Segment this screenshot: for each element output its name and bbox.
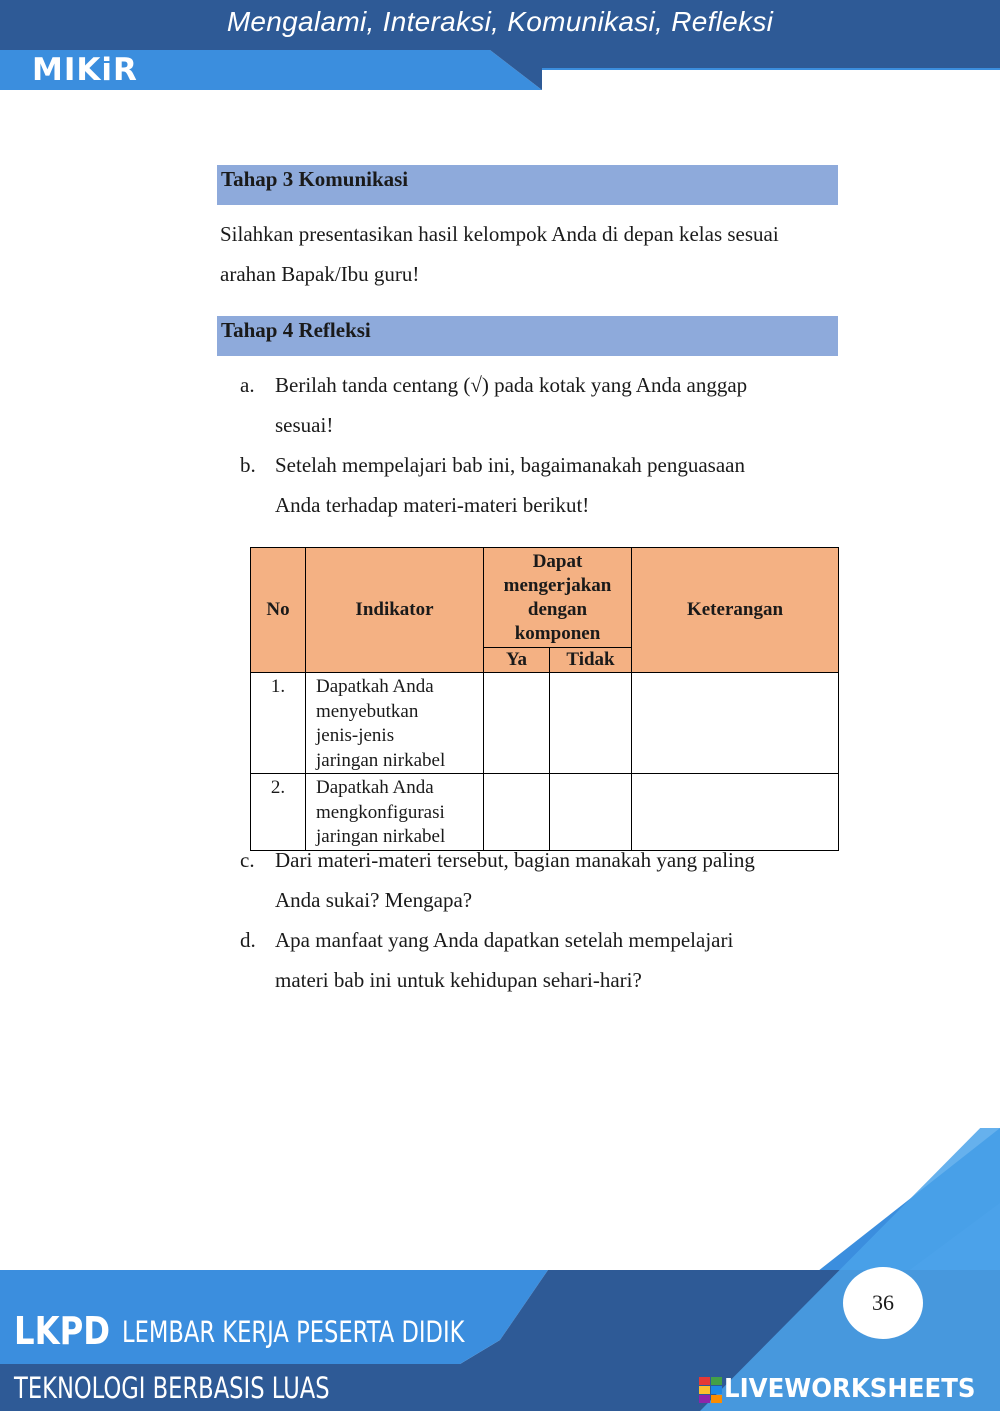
header-dapat bbox=[484, 548, 632, 648]
tahap3-line: arahan Bapak/Ibu guru! bbox=[220, 262, 420, 286]
footer-decoration bbox=[0, 1128, 1000, 1411]
reflection-table bbox=[250, 547, 839, 851]
section-heading-tahap4: Tahap 4 Refleksi bbox=[221, 318, 371, 342]
list-marker: b. bbox=[240, 453, 256, 477]
section-bar-tahap3 bbox=[217, 165, 838, 205]
header-brand-band bbox=[0, 50, 1000, 90]
header-no: No bbox=[251, 548, 306, 673]
header-dapat-line: komponen bbox=[514, 622, 601, 644]
keterangan-cell[interactable] bbox=[632, 774, 839, 851]
header-tidak: Tidak bbox=[550, 648, 632, 673]
list-marker: a. bbox=[240, 373, 255, 397]
indikator-line: jaringan nirkabel bbox=[316, 826, 446, 847]
header-dapat-line: Dapat bbox=[532, 550, 583, 572]
page-number: 36 bbox=[872, 1290, 894, 1315]
header-dapat-line: dengan bbox=[527, 598, 588, 620]
footer-subtitle: LEMBAR KERJA PESERTA DIDIK bbox=[122, 1315, 465, 1349]
cell-no: 2. bbox=[251, 774, 306, 851]
indikator-line: menyebutkan bbox=[316, 700, 419, 722]
list-marker: d. bbox=[240, 928, 256, 952]
keterangan-cell[interactable] bbox=[632, 673, 839, 774]
tahap3-line: Silahkan presentasikan hasil kelompok Anda di depan kelas sesuai bbox=[220, 222, 779, 246]
list-text-line: Berilah tanda centang (√) pada kotak yang Anda anggap bbox=[275, 373, 748, 397]
section-heading-tahap3: Tahap 3 Komunikasi bbox=[221, 167, 409, 191]
table-row bbox=[251, 673, 839, 774]
section-bar-tahap4 bbox=[217, 316, 838, 356]
brand-logo-mikir: MIKiR bbox=[32, 52, 138, 88]
table-row bbox=[251, 774, 839, 851]
header-keterangan: Keterangan bbox=[632, 548, 839, 673]
indikator-line: jenis-jenis bbox=[316, 725, 395, 746]
cell-no: 1. bbox=[251, 673, 306, 774]
indikator-line: Dapatkah Anda bbox=[316, 777, 434, 798]
list-text-line: Dari materi-materi tersebut, bagian manakah yang paling bbox=[275, 848, 755, 872]
checkbox-cell-tidak[interactable] bbox=[550, 774, 632, 851]
list-item-a bbox=[240, 365, 834, 445]
list-text-line: Apa manfaat yang Anda dapatkan setelah mempelajari bbox=[275, 928, 734, 952]
liveworksheets-watermark[interactable]: LIVEWORKSHEETS bbox=[724, 1374, 976, 1404]
tahap3-paragraph bbox=[220, 214, 838, 294]
header-dapat-line: mengerjakan bbox=[503, 574, 612, 596]
cell-indikator bbox=[306, 774, 484, 851]
indikator-line: Dapatkah Anda bbox=[316, 676, 434, 697]
list-marker: c. bbox=[240, 848, 255, 872]
cell-indikator bbox=[306, 673, 484, 774]
list-item-b bbox=[240, 445, 834, 525]
liveworksheets-logo-icon bbox=[699, 1377, 723, 1405]
checkbox-cell-ya[interactable] bbox=[484, 774, 550, 851]
header-indikator: Indikator bbox=[306, 548, 484, 673]
checkbox-cell-tidak[interactable] bbox=[550, 673, 632, 774]
list-item-c bbox=[240, 840, 834, 920]
indikator-line: jaringan nirkabel bbox=[316, 749, 446, 771]
indikator-line: mengkonfigurasi bbox=[316, 801, 445, 823]
list-item-d bbox=[240, 920, 834, 1000]
list-text-line: materi bab ini untuk kehidupan sehari-hari? bbox=[275, 968, 642, 992]
footer-program: TEKNOLOGI BERBASIS LUAS bbox=[14, 1371, 330, 1405]
header-title: Mengalami, Interaksi, Komunikasi, Refleksi bbox=[226, 6, 774, 37]
list-text-line: Setelah mempelajari bab ini, bagaimanakah penguasaan bbox=[275, 453, 745, 477]
list-text-line: sesuai! bbox=[275, 413, 334, 437]
footer-lkpd-logo: LKPD bbox=[14, 1309, 111, 1353]
checkbox-cell-ya[interactable] bbox=[484, 673, 550, 774]
list-text-line: Anda terhadap materi-materi berikut! bbox=[275, 493, 590, 517]
list-text-line: Anda sukai? Mengapa? bbox=[275, 888, 473, 912]
header-ya: Ya bbox=[484, 648, 550, 673]
